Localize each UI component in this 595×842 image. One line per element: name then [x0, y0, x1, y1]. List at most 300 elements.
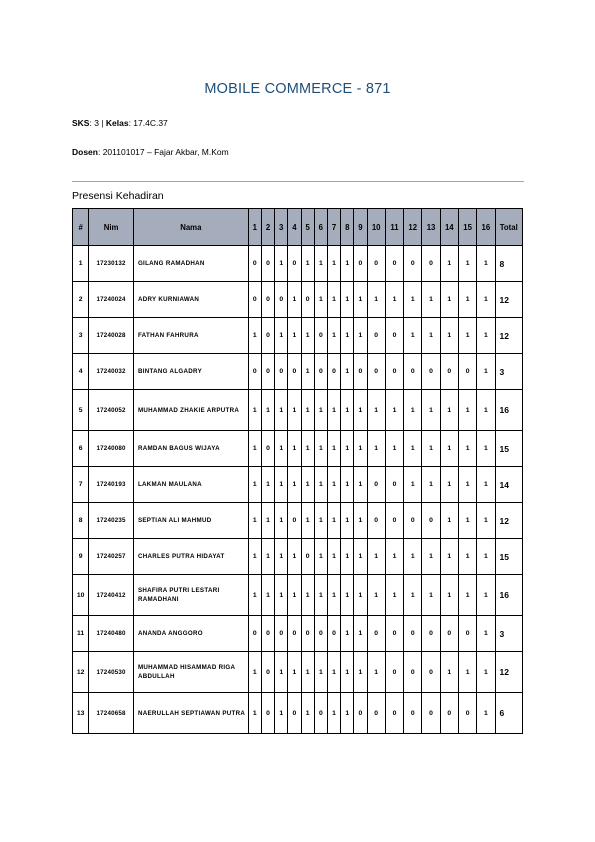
column-header: Nama [133, 209, 248, 246]
attendance-cell: 1 [275, 539, 288, 575]
attendance-cell: 0 [275, 616, 288, 652]
table-row [73, 575, 523, 616]
attendance-cell: 1 [301, 318, 314, 354]
attendance-cell: 0 [367, 467, 385, 503]
table-row [73, 390, 523, 431]
attendance-cell: 1 [367, 539, 385, 575]
table-row [73, 503, 523, 539]
course-meta-sks-kelas [72, 118, 168, 128]
attendance-cell: 0 [422, 503, 440, 539]
attendance-cell: 0 [385, 354, 403, 390]
attendance-cell: 1 [477, 354, 495, 390]
student-name-cell: SHAFIRA PUTRI LESTARI RAMADHANI [133, 575, 248, 616]
attendance-cell: 1 [354, 467, 367, 503]
attendance-cell: 1 [341, 467, 354, 503]
attendance-cell: 1 [385, 282, 403, 318]
row-number-cell: 6 [73, 431, 89, 467]
attendance-cell: 0 [327, 354, 340, 390]
attendance-cell: 1 [327, 282, 340, 318]
column-header: 8 [341, 209, 354, 246]
total-cell: 15 [495, 539, 522, 575]
attendance-cell: 1 [385, 539, 403, 575]
divider [72, 181, 524, 182]
attendance-cell: 1 [458, 246, 476, 282]
row-number-cell: 10 [73, 575, 89, 616]
attendance-cell: 1 [354, 575, 367, 616]
column-header: 16 [477, 209, 495, 246]
attendance-cell: 0 [288, 693, 301, 734]
page-title: MOBILE COMMERCE - 871 [204, 81, 391, 97]
attendance-cell: 0 [288, 246, 301, 282]
table-row [73, 318, 523, 354]
attendance-cell: 0 [385, 693, 403, 734]
attendance-cell: 1 [477, 282, 495, 318]
attendance-cell: 1 [404, 390, 422, 431]
attendance-cell: 1 [261, 467, 274, 503]
attendance-cell: 1 [477, 431, 495, 467]
total-cell: 14 [495, 467, 522, 503]
total-cell: 3 [495, 616, 522, 652]
attendance-cell: 1 [341, 503, 354, 539]
row-number-cell: 5 [73, 390, 89, 431]
total-cell: 6 [495, 693, 522, 734]
attendance-cell: 1 [341, 575, 354, 616]
attendance-cell: 0 [354, 354, 367, 390]
attendance-cell: 0 [275, 354, 288, 390]
attendance-cell: 1 [354, 503, 367, 539]
student-name-cell: NAERULLAH SEPTIAWAN PUTRA [133, 693, 248, 734]
attendance-cell: 1 [301, 431, 314, 467]
attendance-cell: 1 [314, 246, 327, 282]
table-row [73, 539, 523, 575]
attendance-cell: 0 [385, 652, 403, 693]
table-row [73, 354, 523, 390]
attendance-cell: 0 [404, 693, 422, 734]
attendance-cell: 0 [288, 354, 301, 390]
sks-value: : 3 | [89, 118, 106, 128]
nim-cell: 17240412 [89, 575, 134, 616]
attendance-cell: 0 [301, 539, 314, 575]
attendance-cell: 1 [458, 390, 476, 431]
table-row [73, 467, 523, 503]
attendance-cell: 0 [385, 467, 403, 503]
attendance-cell: 1 [288, 652, 301, 693]
attendance-cell: 1 [327, 539, 340, 575]
attendance-cell: 0 [314, 318, 327, 354]
attendance-cell: 1 [354, 652, 367, 693]
attendance-cell: 1 [440, 246, 458, 282]
attendance-cell: 1 [458, 503, 476, 539]
attendance-cell: 1 [477, 467, 495, 503]
attendance-cell: 0 [261, 354, 274, 390]
row-number-cell: 9 [73, 539, 89, 575]
nim-cell: 17240193 [89, 467, 134, 503]
attendance-cell: 1 [354, 390, 367, 431]
attendance-cell: 1 [314, 652, 327, 693]
attendance-cell: 1 [385, 575, 403, 616]
attendance-cell: 1 [301, 354, 314, 390]
attendance-cell: 1 [248, 652, 261, 693]
attendance-cell: 1 [275, 693, 288, 734]
attendance-cell: 1 [367, 431, 385, 467]
student-name-cell: CHARLES PUTRA HIDAYAT [133, 539, 248, 575]
attendance-cell: 1 [341, 354, 354, 390]
course-meta-dosen [72, 147, 229, 157]
attendance-cell: 0 [288, 616, 301, 652]
attendance-cell: 1 [385, 390, 403, 431]
total-cell: 12 [495, 503, 522, 539]
nim-cell: 17240658 [89, 693, 134, 734]
attendance-cell: 1 [301, 390, 314, 431]
attendance-cell: 1 [275, 575, 288, 616]
column-header: 13 [422, 209, 440, 246]
attendance-cell: 0 [367, 354, 385, 390]
row-number-cell: 4 [73, 354, 89, 390]
attendance-cell: 1 [248, 503, 261, 539]
total-cell: 12 [495, 652, 522, 693]
attendance-cell: 0 [261, 652, 274, 693]
attendance-cell: 0 [385, 246, 403, 282]
attendance-cell: 0 [404, 616, 422, 652]
attendance-cell: 1 [458, 318, 476, 354]
attendance-cell: 0 [458, 616, 476, 652]
nim-cell: 17240235 [89, 503, 134, 539]
row-number-cell: 12 [73, 652, 89, 693]
attendance-cell: 1 [327, 575, 340, 616]
attendance-cell: 1 [477, 652, 495, 693]
kelas-label: Kelas [105, 118, 129, 128]
attendance-cell: 1 [314, 539, 327, 575]
attendance-cell: 1 [288, 431, 301, 467]
attendance-cell: 1 [275, 503, 288, 539]
attendance-cell: 0 [301, 616, 314, 652]
attendance-cell: 0 [248, 354, 261, 390]
attendance-table [72, 208, 523, 734]
attendance-cell: 1 [327, 467, 340, 503]
attendance-cell: 1 [301, 467, 314, 503]
attendance-cell: 0 [314, 616, 327, 652]
attendance-cell: 1 [248, 318, 261, 354]
attendance-cell: 0 [367, 318, 385, 354]
attendance-cell: 1 [477, 318, 495, 354]
attendance-cell: 1 [275, 652, 288, 693]
attendance-cell: 1 [404, 467, 422, 503]
attendance-cell: 1 [327, 431, 340, 467]
attendance-cell: 1 [248, 539, 261, 575]
attendance-cell: 1 [477, 390, 495, 431]
table-row [73, 431, 523, 467]
attendance-cell: 0 [422, 652, 440, 693]
attendance-cell: 1 [458, 652, 476, 693]
attendance-cell: 1 [458, 431, 476, 467]
student-name-cell: ADRY KURNIAWAN [133, 282, 248, 318]
attendance-cell: 0 [248, 246, 261, 282]
attendance-cell: 0 [404, 652, 422, 693]
attendance-cell: 1 [440, 390, 458, 431]
attendance-cell: 1 [458, 539, 476, 575]
attendance-cell: 0 [248, 616, 261, 652]
total-cell: 16 [495, 390, 522, 431]
attendance-cell: 1 [440, 467, 458, 503]
attendance-cell: 1 [458, 282, 476, 318]
attendance-cell: 1 [404, 318, 422, 354]
attendance-cell: 1 [477, 503, 495, 539]
total-cell: 3 [495, 354, 522, 390]
total-cell: 8 [495, 246, 522, 282]
row-number-cell: 8 [73, 503, 89, 539]
attendance-cell: 0 [367, 693, 385, 734]
attendance-cell: 1 [341, 390, 354, 431]
attendance-cell: 0 [327, 616, 340, 652]
attendance-cell: 1 [477, 616, 495, 652]
attendance-cell: 1 [248, 693, 261, 734]
nim-cell: 17240028 [89, 318, 134, 354]
attendance-cell: 1 [341, 693, 354, 734]
total-cell: 15 [495, 431, 522, 467]
column-header: 3 [275, 209, 288, 246]
table-body [73, 246, 523, 734]
attendance-cell: 1 [367, 390, 385, 431]
nim-cell: 17240024 [89, 282, 134, 318]
nim-cell: 17240480 [89, 616, 134, 652]
attendance-cell: 1 [275, 431, 288, 467]
row-number-cell: 3 [73, 318, 89, 354]
attendance-cell: 0 [458, 693, 476, 734]
attendance-cell: 1 [341, 652, 354, 693]
table-row [73, 652, 523, 693]
attendance-cell: 0 [261, 693, 274, 734]
attendance-cell: 0 [367, 616, 385, 652]
attendance-cell: 1 [314, 431, 327, 467]
kelas-value: : 17.4C.37 [128, 118, 168, 128]
attendance-cell: 1 [288, 539, 301, 575]
nim-cell: 17240257 [89, 539, 134, 575]
row-number-cell: 2 [73, 282, 89, 318]
column-header: Total [495, 209, 522, 246]
attendance-cell: 1 [440, 575, 458, 616]
row-number-cell: 1 [73, 246, 89, 282]
attendance-cell: 1 [354, 616, 367, 652]
attendance-cell: 0 [261, 246, 274, 282]
attendance-cell: 1 [422, 318, 440, 354]
attendance-cell: 1 [327, 693, 340, 734]
row-number-cell: 11 [73, 616, 89, 652]
attendance-cell: 0 [275, 282, 288, 318]
attendance-cell: 1 [422, 575, 440, 616]
attendance-cell: 1 [275, 467, 288, 503]
attendance-cell: 1 [404, 539, 422, 575]
attendance-cell: 0 [440, 354, 458, 390]
attendance-cell: 1 [248, 575, 261, 616]
attendance-cell: 1 [248, 390, 261, 431]
attendance-cell: 1 [301, 503, 314, 539]
attendance-cell: 1 [422, 539, 440, 575]
attendance-cell: 0 [422, 616, 440, 652]
sks-label: SKS [72, 118, 90, 128]
attendance-cell: 0 [314, 354, 327, 390]
total-cell: 12 [495, 318, 522, 354]
attendance-cell: 1 [261, 503, 274, 539]
attendance-cell: 0 [422, 693, 440, 734]
nim-cell: 17240052 [89, 390, 134, 431]
attendance-cell: 0 [440, 693, 458, 734]
attendance-cell: 1 [301, 693, 314, 734]
attendance-cell: 1 [341, 616, 354, 652]
attendance-cell: 0 [404, 246, 422, 282]
attendance-cell: 1 [341, 246, 354, 282]
attendance-cell: 1 [367, 652, 385, 693]
attendance-cell: 1 [440, 539, 458, 575]
attendance-cell: 1 [422, 431, 440, 467]
attendance-cell: 0 [367, 246, 385, 282]
table-row [73, 616, 523, 652]
attendance-cell: 1 [422, 467, 440, 503]
column-header: 14 [440, 209, 458, 246]
attendance-cell: 1 [440, 503, 458, 539]
attendance-cell: 1 [314, 390, 327, 431]
table-row [73, 282, 523, 318]
attendance-cell: 0 [367, 503, 385, 539]
attendance-cell: 1 [327, 318, 340, 354]
attendance-cell: 0 [440, 616, 458, 652]
attendance-cell: 1 [261, 539, 274, 575]
attendance-cell: 1 [440, 318, 458, 354]
student-name-cell: MUHAMMAD HISAMMAD RIGA ABDULLAH [133, 652, 248, 693]
column-header: 5 [301, 209, 314, 246]
student-name-cell: MUHAMMAD ZHAKIE ARPUTRA [133, 390, 248, 431]
attendance-cell: 1 [354, 539, 367, 575]
column-header: Nim [89, 209, 134, 246]
attendance-cell: 0 [385, 616, 403, 652]
attendance-cell: 1 [458, 575, 476, 616]
attendance-cell: 1 [404, 431, 422, 467]
attendance-cell: 1 [314, 503, 327, 539]
attendance-cell: 1 [261, 390, 274, 431]
attendance-cell: 1 [404, 575, 422, 616]
nim-cell: 17240032 [89, 354, 134, 390]
nim-cell: 17230132 [89, 246, 134, 282]
column-header: 4 [288, 209, 301, 246]
attendance-cell: 1 [301, 652, 314, 693]
attendance-cell: 0 [248, 282, 261, 318]
attendance-cell: 0 [261, 318, 274, 354]
attendance-cell: 1 [477, 246, 495, 282]
attendance-cell: 1 [354, 318, 367, 354]
attendance-cell: 0 [422, 246, 440, 282]
attendance-cell: 0 [404, 503, 422, 539]
attendance-cell: 1 [275, 318, 288, 354]
column-header: 1 [248, 209, 261, 246]
attendance-cell: 0 [422, 354, 440, 390]
attendance-cell: 1 [301, 575, 314, 616]
column-header: 15 [458, 209, 476, 246]
attendance-cell: 1 [341, 431, 354, 467]
attendance-cell: 1 [327, 390, 340, 431]
attendance-cell: 1 [385, 431, 403, 467]
attendance-cell: 1 [440, 431, 458, 467]
attendance-cell: 1 [261, 575, 274, 616]
dosen-value: : 201101017 – Fajar Akbar, M.Kom [97, 147, 229, 157]
attendance-cell: 0 [385, 503, 403, 539]
column-header: 9 [354, 209, 367, 246]
row-number-cell: 13 [73, 693, 89, 734]
attendance-cell: 1 [301, 246, 314, 282]
column-header: 10 [367, 209, 385, 246]
student-name-cell: FATHAN FAHRURA [133, 318, 248, 354]
student-name-cell: ANANDA ANGGORO [133, 616, 248, 652]
attendance-cell: 0 [314, 693, 327, 734]
attendance-cell: 1 [477, 539, 495, 575]
attendance-cell: 0 [261, 282, 274, 318]
column-header: 11 [385, 209, 403, 246]
attendance-cell: 1 [275, 390, 288, 431]
attendance-cell: 1 [440, 282, 458, 318]
total-cell: 16 [495, 575, 522, 616]
section-title: Presensi Kehadiran [72, 190, 164, 202]
student-name-cell: LAKMAN MAULANA [133, 467, 248, 503]
attendance-cell: 1 [327, 246, 340, 282]
attendance-cell: 0 [261, 616, 274, 652]
attendance-cell: 1 [422, 390, 440, 431]
attendance-cell: 1 [404, 282, 422, 318]
attendance-cell: 1 [314, 282, 327, 318]
attendance-cell: 1 [314, 575, 327, 616]
row-number-cell: 7 [73, 467, 89, 503]
attendance-cell: 1 [288, 467, 301, 503]
attendance-cell: 1 [288, 390, 301, 431]
attendance-cell: 1 [367, 282, 385, 318]
student-name-cell: GILANG RAMADHAN [133, 246, 248, 282]
attendance-cell: 1 [327, 503, 340, 539]
column-header: 6 [314, 209, 327, 246]
total-cell: 12 [495, 282, 522, 318]
attendance-cell: 0 [458, 354, 476, 390]
column-header: # [73, 209, 89, 246]
attendance-cell: 1 [440, 652, 458, 693]
attendance-cell: 1 [288, 575, 301, 616]
attendance-cell: 1 [367, 575, 385, 616]
attendance-cell: 0 [354, 693, 367, 734]
column-header: 7 [327, 209, 340, 246]
attendance-cell: 1 [354, 282, 367, 318]
attendance-cell: 1 [458, 467, 476, 503]
attendance-cell: 0 [404, 354, 422, 390]
attendance-cell: 1 [314, 467, 327, 503]
attendance-cell: 1 [327, 652, 340, 693]
attendance-cell: 0 [261, 431, 274, 467]
attendance-cell: 0 [301, 282, 314, 318]
column-header: 2 [261, 209, 274, 246]
student-name-cell: RAMDAN BAGUS WIJAYA [133, 431, 248, 467]
attendance-cell: 1 [288, 282, 301, 318]
attendance-cell: 0 [288, 503, 301, 539]
student-name-cell: SEPTIAN ALI MAHMUD [133, 503, 248, 539]
attendance-cell: 1 [288, 318, 301, 354]
nim-cell: 17240530 [89, 652, 134, 693]
attendance-cell: 1 [477, 693, 495, 734]
attendance-cell: 1 [341, 318, 354, 354]
attendance-cell: 1 [354, 431, 367, 467]
attendance-cell: 1 [422, 282, 440, 318]
table-row [73, 693, 523, 734]
attendance-cell: 1 [477, 575, 495, 616]
dosen-label: Dosen [72, 147, 98, 157]
attendance-cell: 1 [341, 539, 354, 575]
attendance-cell: 1 [248, 467, 261, 503]
nim-cell: 17240080 [89, 431, 134, 467]
attendance-cell: 1 [341, 282, 354, 318]
attendance-cell: 0 [385, 318, 403, 354]
